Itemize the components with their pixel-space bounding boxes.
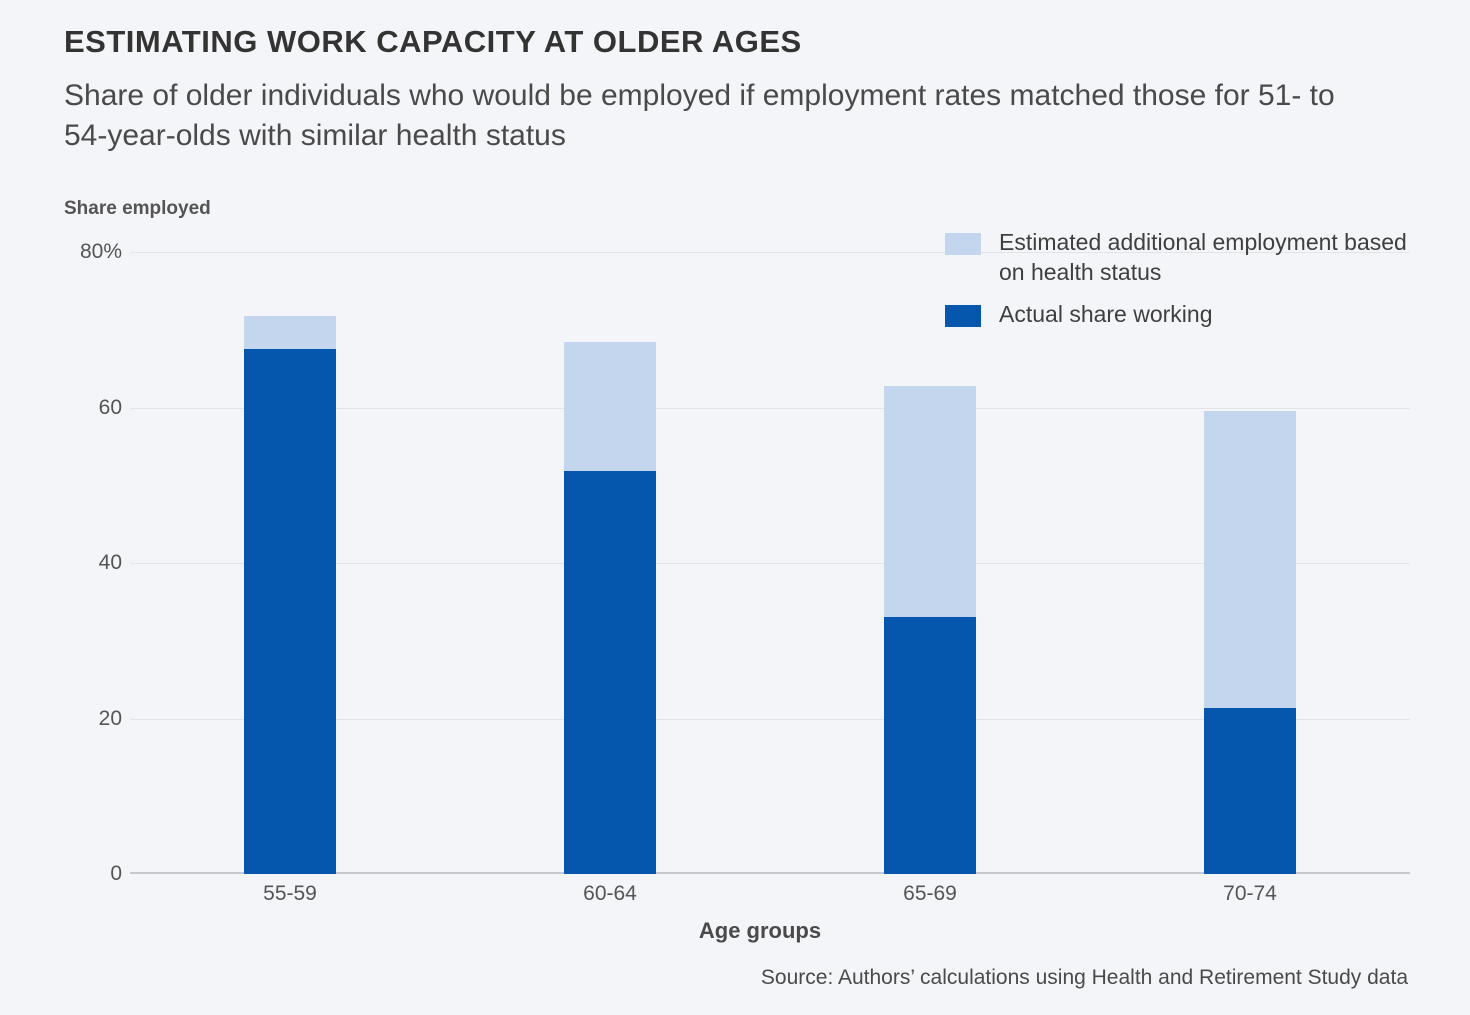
page-title: ESTIMATING WORK CAPACITY AT OLDER AGES: [64, 24, 802, 59]
y-axis-tick-label: 60: [98, 395, 122, 419]
chart-legend: [945, 228, 1425, 342]
bar-segment-actual[interactable]: [884, 617, 976, 874]
y-axis-tick-label: 20: [98, 706, 122, 730]
bar-segment-actual[interactable]: [1204, 708, 1296, 874]
y-axis-title: Share employed: [64, 198, 211, 219]
bar-segment-estimated[interactable]: [564, 342, 656, 471]
bar-segment-estimated[interactable]: [884, 386, 976, 618]
legend-swatch-estimated-icon: [945, 233, 981, 255]
plot-area: [79, 240, 1410, 905]
bar-segment-estimated[interactable]: [244, 316, 336, 349]
bar-65-69[interactable]: [884, 252, 976, 874]
x-axis-tick-label: 70-74: [1223, 882, 1277, 905]
bar-segment-estimated[interactable]: [1204, 411, 1296, 707]
x-axis-title-text: Age groups: [698, 918, 822, 943]
y-axis-tick-label: 0: [110, 862, 122, 885]
legend-label-estimated: Estimated additional employment based on health status: [999, 229, 1407, 285]
legend-label-actual: Actual share working: [999, 300, 1213, 327]
bar-segment-actual[interactable]: [564, 471, 656, 874]
x-axis-tick-label: 55-59: [263, 882, 317, 905]
y-axis-tick-label: 80%: [79, 240, 122, 263]
y-axis-tick-label: 40: [98, 551, 122, 574]
page-subtitle: Share of older individuals who would be employed if employment rates matched those for 51- to 54-year-olds with similar health status: [64, 79, 1335, 152]
x-axis-tick-label: 65-69: [903, 882, 957, 905]
source-note: Source: Authors’ calculations using Health and Retirement Study data: [760, 966, 1408, 989]
bar-55-59[interactable]: [244, 252, 336, 874]
x-axis-title: [0, 918, 1470, 944]
bar-segment-actual[interactable]: [244, 349, 336, 874]
legend-item-estimated: [945, 228, 1425, 288]
legend-swatch-actual-icon: [945, 305, 981, 327]
bar-60-64[interactable]: [564, 252, 656, 874]
bar-70-74[interactable]: [1204, 252, 1296, 874]
legend-item-actual: [945, 300, 1425, 330]
x-axis-tick-label: 60-64: [583, 882, 637, 905]
